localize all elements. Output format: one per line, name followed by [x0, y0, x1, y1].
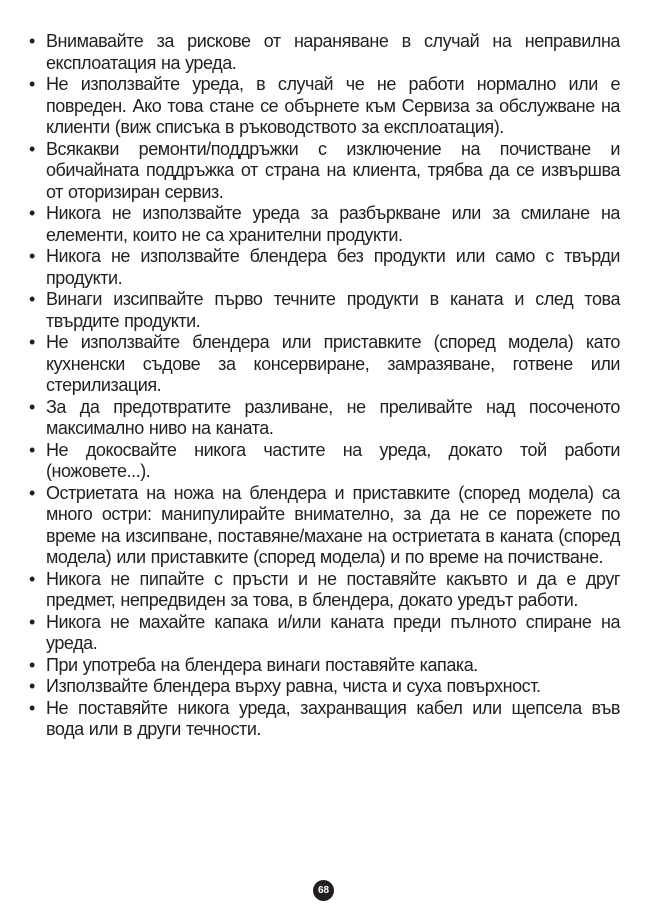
- bullet-icon: •: [29, 289, 35, 309]
- list-item: [28, 483, 620, 569]
- list-item: [28, 74, 620, 139]
- instruction-text: Внимавайте за рискове от нараняване в случай на неправилна експлоатация на уреда.: [46, 31, 620, 73]
- bullet-icon: •: [29, 654, 35, 675]
- bullet-icon: •: [29, 482, 35, 503]
- list-item: [28, 676, 620, 698]
- instruction-text: Всякакви ремонти/поддръжки с изключение на почистване и обичайната поддръжка от страна на клиента, трябва да се извършва от оторизиран сервиз.: [46, 138, 620, 202]
- list-item: [28, 397, 620, 440]
- bullet-icon: •: [29, 697, 35, 718]
- list-item: [28, 246, 620, 289]
- instruction-text: Използвайте блендера върху равна, чиста и суха повърхност.: [46, 676, 541, 696]
- instruction-text: Не използвайте уреда, в случай че не работи нормално или е повреден. Ако това стане се обърнете към Сервиза за обслужване на клиенти (виж списъка в ръководството за експлоатация).: [46, 74, 620, 137]
- instruction-text: Не поставяйте никога уреда, захранващия кабел или щепсела във вода или в други течности.: [46, 697, 620, 739]
- bullet-icon: •: [29, 203, 35, 223]
- bullet-icon: •: [29, 246, 35, 266]
- list-item: [28, 612, 620, 655]
- list-item: [28, 440, 620, 483]
- instruction-text: Никога не използвайте уреда за разбъркване или за смилане на елементи, които не са хранителни продукти.: [46, 203, 620, 245]
- instruction-text: При употреба на блендера винаги поставяйте капака.: [46, 654, 478, 675]
- instruction-text: За да предотвратите разливане, не преливайте над посоченото максимално ниво на каната.: [46, 396, 620, 438]
- bullet-icon: •: [29, 74, 35, 94]
- instruction-text: Никога не използвайте блендера без продукти или само с твърди продукти.: [46, 246, 620, 288]
- instruction-text: Никога не пипайте с пръсти и не поставяйте какъвто и да е друг предмет, непредвиден за това, в блендера, докато уредът работи.: [46, 568, 620, 610]
- bullet-icon: •: [29, 568, 35, 589]
- bullet-icon: •: [29, 138, 35, 159]
- list-item: [28, 655, 620, 677]
- list-item: [28, 569, 620, 612]
- instruction-text: Винаги изсипвайте първо течните продукти в каната и след това твърдите продукти.: [46, 289, 620, 331]
- list-item: [28, 698, 620, 741]
- bullet-icon: •: [29, 439, 35, 460]
- bullet-icon: •: [29, 31, 35, 51]
- list-item: [28, 203, 620, 246]
- bullet-icon: •: [29, 396, 35, 417]
- instruction-text: Никога не махайте капака и/или каната преди пълното спиране на уреда.: [46, 611, 620, 653]
- bullet-icon: •: [29, 332, 35, 352]
- instruction-text: Остриетата на ножа на блендера и приставките (според модела) са много остри: манипулирайте внимателно, за да не се порежете по време на изсипване, поставяне/махане на остриетата в каната (според модела) или приставките (според модела) и по време на почистване.: [46, 482, 620, 567]
- list-item: [28, 289, 620, 332]
- instruction-text: Не докосвайте никога частите на уреда, докато той работи (ножовете...).: [46, 439, 620, 481]
- bullet-icon: •: [29, 611, 35, 632]
- list-item: [28, 332, 620, 397]
- bullet-icon: •: [29, 676, 35, 696]
- instruction-text: Не използвайте блендера или приставките (според модела) като кухненски съдове за консервиране, замразяване, готвене или стерилизация.: [46, 332, 620, 395]
- list-item: [28, 31, 620, 74]
- list-item: [28, 139, 620, 204]
- safety-instructions-list: [28, 31, 620, 741]
- page-number-badge: 68: [313, 880, 334, 901]
